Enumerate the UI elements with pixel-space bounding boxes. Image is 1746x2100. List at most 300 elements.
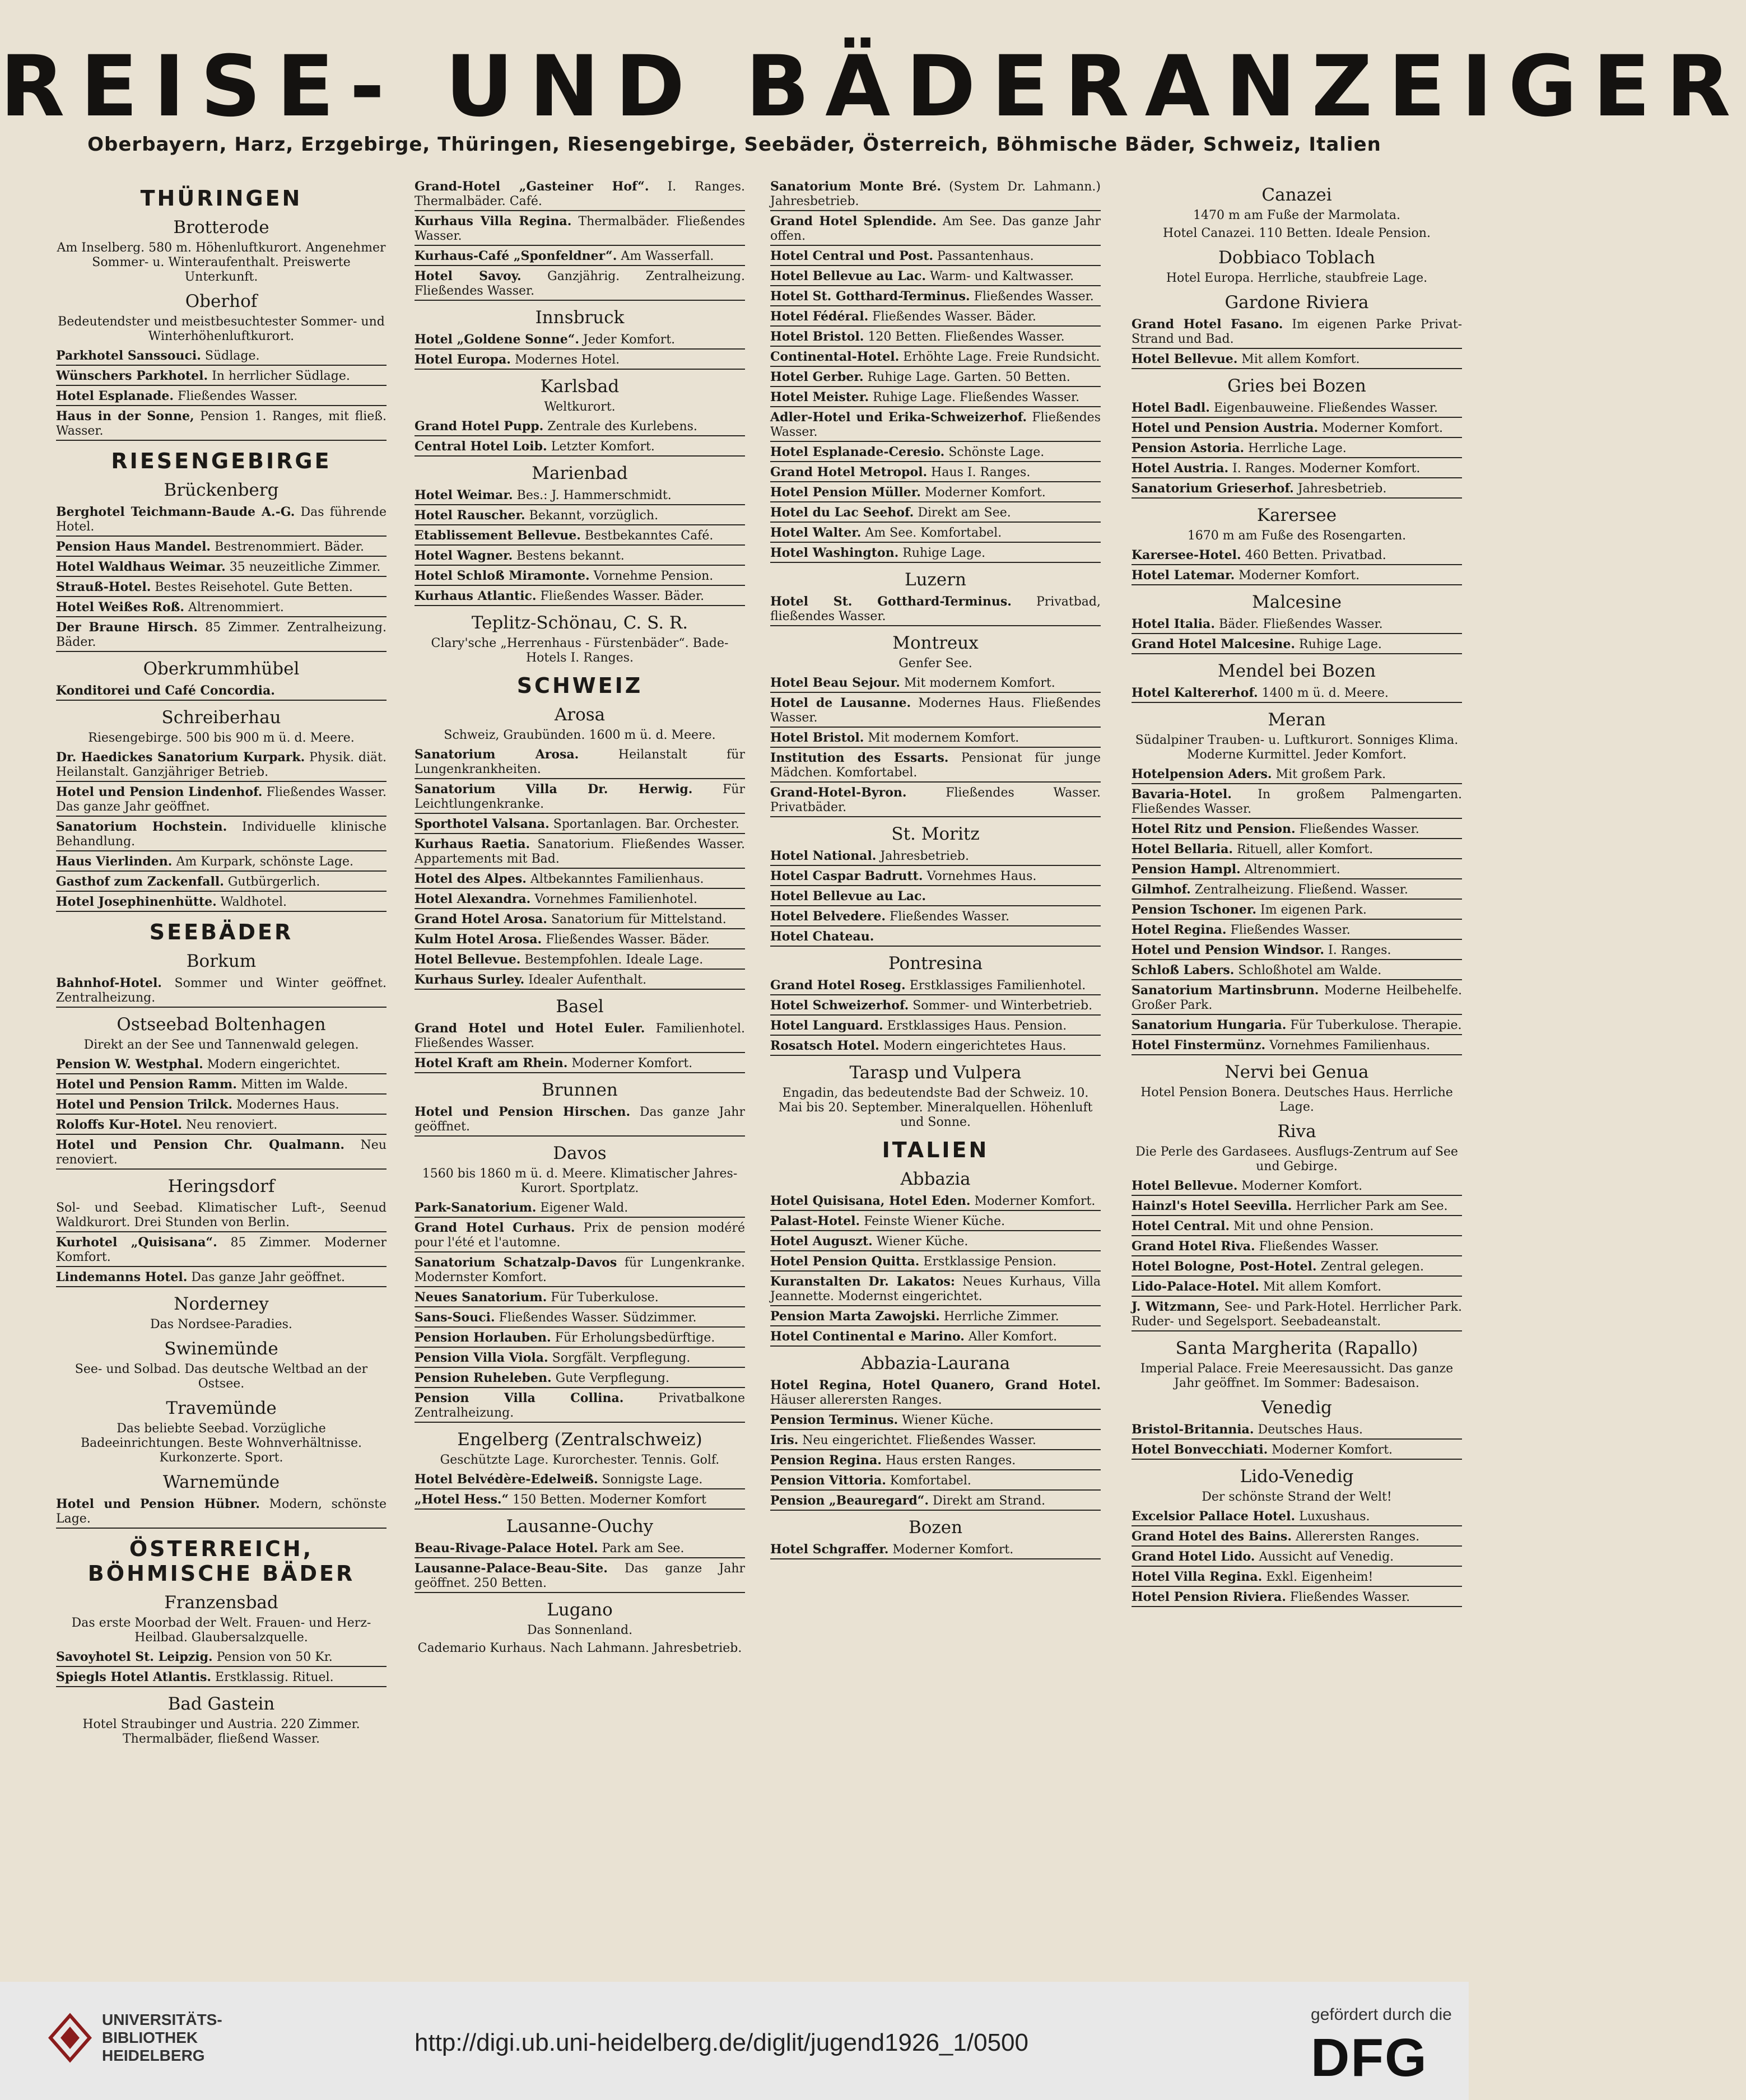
listing-entry [770,784,1101,817]
listing-name: Hotel de Lausanne. [770,696,911,710]
listing-entry [1132,1177,1462,1196]
listing-entry [415,567,745,586]
listing-entry [1132,351,1462,369]
region-heading: RIESENGEBIRGE [111,449,332,473]
listing-description: Sonnigste Lage. [598,1473,703,1487]
listing-entry [415,248,745,266]
listing-description: Mit und ohne Pension. [1230,1219,1374,1233]
listing-entry [415,1471,745,1489]
listing-name: Parkhotel Sanssouci. [56,348,201,363]
listing-entry [770,593,1101,626]
city-description: See- und Solbad. Das deutsche Weltbad an der Ostsee. [75,1362,368,1391]
city-heading: Mendel bei Bozen [1217,661,1376,681]
listing-entry [415,178,745,211]
listing-entry [1132,685,1462,703]
listing-description: Altrenommiert. [1240,863,1340,877]
listing-name: Hotel Bonvecchiati. [1132,1442,1268,1457]
city-heading: Lido-Venedig [1240,1466,1354,1487]
listing-name: Pension Ruheleben. [415,1371,552,1385]
listing-entry [415,1540,745,1558]
listing-name: Kurhaus Atlantic. [415,589,537,603]
listing-name: Sanatorium Martinsbrunn. [1132,983,1319,998]
city-heading: Venedig [1261,1398,1332,1418]
listing-description: Sommer und Winter geöffnet. Zentralheizung. [56,976,387,1005]
listing-description: Im eigenen Parke Privat-Strand und Bad. [1132,318,1463,346]
listing-name: Pension Hampl. [1132,862,1241,877]
listing-description: Erhöhte Lage. Freie Rundsicht. [899,350,1100,364]
listing-description: Moderner Komfort. [567,1056,693,1070]
city-heading: Travemünde [166,1398,277,1418]
funding-note: gefördert durch die [1311,2005,1452,2024]
listing-entry [56,749,387,782]
city-description: Hotel Pension Bonera. Deutsches Haus. Herrliche Lage. [1140,1086,1453,1114]
listing-description: Pension 1. Ranges, mit fließ. Wasser. [56,409,387,438]
city-heading: Tarasp und Vulpera [849,1063,1022,1083]
listing-description: Bestens bekannt. [513,549,625,563]
city-heading: Meran [1268,710,1326,730]
listing-entry [415,507,745,525]
listing-description: Moderner Komfort. [888,1543,1014,1557]
column-2 [415,178,745,1971]
ad-columns [56,178,1463,1971]
listing-description: Sorgfält. Verpflegung. [548,1351,691,1365]
listing-description: Modernes Haus. Fließendes Wasser. [770,696,1101,725]
listing-entry [56,893,387,912]
listing-name: Hotel Bologne, Post-Hotel. [1132,1259,1317,1274]
listing-description: Privatbad, fließendes Wasser. [770,595,1101,623]
listing-description: Am Kurpark, schönste Lage. [172,855,354,869]
listing-description: Ruhige Lage. [1295,637,1382,651]
listing-description: Direkt am Strand. [929,1494,1046,1508]
listing-entry [770,1377,1101,1410]
listing-description: Eigener Wald. [536,1201,628,1215]
city-heading: Bad Gastein [167,1694,275,1714]
city-description: 1470 m am Fuße der Marmolata. [1193,208,1400,222]
listing-entry [415,931,745,949]
listing-entry [1132,636,1462,654]
city-description: Hotel Canazei. 110 Betten. Ideale Pension. [1163,226,1431,240]
listing-entry [56,1200,387,1232]
listing-entry [415,1103,745,1137]
listing-description: Prix de pension modéré pour l'été et l'automne. [415,1221,745,1250]
listing-entry [415,836,745,869]
listing-description: 150 Betten. Moderner Komfort [509,1493,706,1507]
listing-entry [415,331,745,350]
listing-description: Individuelle klinische Behandlung. [56,820,387,849]
listing-description: In großem Palmengarten. Fließendes Wasser. [1132,788,1462,816]
listing-name: Hotel Fédéral. [770,309,869,324]
listing-description: 460 Betten. Privatbad. [1241,548,1386,562]
listing-entry [770,1213,1101,1231]
city-heading: Ostseebad Boltenhagen [117,1014,326,1035]
listing-entry [56,599,387,617]
listing-entry [770,1541,1101,1559]
listing-name: Hotel St. Gotthard-Terminus. [770,594,1012,609]
listing-description: Rituell, aller Komfort. [1233,842,1373,856]
listing-name: Hotel Chateau. [770,929,874,944]
listing-name: Hotel Esplanade-Ceresio. [770,445,945,459]
listing-entry [56,504,387,537]
listing-description: Sommer- und Winterbetrieb. [909,999,1093,1013]
listing-entry [770,348,1101,367]
listing-entry [1132,547,1462,565]
city-heading: Norderney [174,1294,269,1314]
city-description: Hotel Europa. Herrliche, staubfreie Lage. [1166,271,1428,285]
listing-name: Lido-Palace-Hotel. [1132,1279,1259,1294]
listing-name: Central Hotel Loib. [415,439,547,454]
listing-entry [1132,1421,1462,1440]
listing-name: Hotel Schgraffer. [770,1542,889,1557]
city-heading: Swinemünde [164,1339,278,1359]
listing-name: Pension Tschoner. [1132,902,1257,917]
listing-description: Moderner Komfort. [970,1194,1096,1208]
city-heading: Engelberg (Zentralschweiz) [457,1430,702,1450]
listing-description: Modernes Hotel. [510,353,620,367]
listing-name: Hotel „Goldene Sonne“. [415,332,580,347]
listing-name: Institution des Essarts. [770,751,949,765]
listing-description: Schloßhotel am Walde. [1234,963,1382,977]
listing-entry [415,816,745,834]
listing-name: Grand Hotel Fasano. [1132,317,1283,332]
city-description: Bedeutendster und meistbesuchtester Sommer- und Winterhöhenluftkurort. [58,315,385,343]
listing-description: Neues Kurhaus, Villa Jeannette. Modernst eingerichtet. [770,1275,1101,1303]
listing-entry [770,328,1101,347]
listing-entry [415,1219,745,1252]
listing-description: Fließendes Wasser. [1295,822,1419,836]
listing-entry [415,1055,745,1073]
listing-description: Pensionat für junge Mädchen. Komfortabel. [770,751,1101,780]
listing-name: Grand Hotel Lido. [1132,1549,1255,1564]
listing-name: Hotel und Pension Lindenhof. [56,785,263,799]
listing-name: Hotel Finstermünz. [1132,1038,1266,1053]
city-heading: Bozen [908,1517,963,1538]
city-description: Engadin, das bedeutendste Bad der Schweiz. 10. Mai bis 20. September. Mineralquellen. Höhenluft und Sonne. [778,1086,1093,1129]
city-heading: Santa Margherita (Rapallo) [1175,1338,1418,1358]
column-4 [1132,178,1462,1971]
listing-name: Hotel Savoy. [415,269,522,283]
listing-description: Aussicht auf Venedig. [1255,1550,1394,1564]
listing-description: Sanatorium für Mittelstand. [547,912,727,926]
listing-description: Fließendes Wasser. Bäder. [868,310,1036,324]
city-heading: Oberhof [185,291,258,311]
listing-description: Fließendes Wasser. Bäder. [542,933,710,947]
listing-name: Hotel und Pension Hirschen. [415,1105,631,1119]
listing-description: Am Wasserfall. [617,249,714,263]
city-heading: Basel [556,997,604,1017]
listing-description: Mit allem Komfort. [1237,352,1360,366]
listing-entry [1132,1548,1462,1567]
listing-description: Am See. Das ganze Jahr offen. [770,215,1101,243]
listing-entry [415,268,745,301]
listing-name: Beau-Rivage-Palace Hotel. [415,1541,598,1556]
listing-description: Pension von 50 Kr. [212,1650,333,1664]
listing-description: Bestes Reisehotel. Gute Betten. [151,580,353,594]
listing-description: für Lungenkranke. Modernster Komfort. [415,1256,745,1284]
city-heading: Dobbiaco Toblach [1218,248,1375,268]
city-description: Genfer See. [898,656,972,670]
listing-name: Pension Horlauben. [415,1330,551,1345]
listing-entry [56,1116,387,1135]
listing-description: I. Ranges. Thermalbäder. Café. [415,180,745,208]
listing-name: Sanatorium Hungaria. [1132,1018,1287,1032]
listing-name: Hotel Languard. [770,1018,883,1033]
listing-description: Zentral gelegen. [1316,1260,1424,1274]
listing-entry [770,997,1101,1016]
listing-description: Erstklassiges Familienhotel. [905,979,1086,993]
listing-description: 1400 m ü. d. Meere. [1258,686,1389,700]
listing-entry [415,438,745,457]
listing-name: J. Witzmann, [1132,1300,1220,1314]
city-description: Das Sonnenland. [527,1623,633,1637]
city-heading: Luzern [904,570,966,590]
listing-entry [56,1234,387,1267]
listing-description: Häuser allerersten Ranges. [770,1393,942,1407]
listing-name: Roloffs Kur-Hotel. [56,1117,183,1132]
listing-name: Hotel und Pension Chr. Qualmann. [56,1138,345,1152]
listing-description: Thermalbäder. Fließendes Wasser. [415,215,745,243]
listing-name: Hotel und Pension Ramm. [56,1077,237,1092]
listing-description: Privatbalkone Zentralheizung. [415,1391,746,1420]
listing-description: Ganzjährig. Zentralheizung. Fließendes Wasser. [415,269,745,298]
listing-entry [415,1491,745,1510]
region-heading: ITALIEN [882,1138,989,1162]
listing-entry [1132,1238,1462,1256]
listing-description: Das ganze Jahr geöffnet. 250 Betten. [415,1562,745,1590]
listing-description: Moderne Heilbehelfe. Großer Park. [1132,984,1463,1012]
listing-entry [56,558,387,577]
listing-entry [770,674,1101,693]
listing-description: Fließendes Wasser. [174,389,298,403]
listing-description: Sanatorium. Fließendes Wasser. Appartements mit Bad. [415,837,745,866]
listing-entry [415,870,745,889]
listing-entry [770,484,1101,502]
listing-name: Hotel Ritz und Pension. [1132,822,1296,836]
listing-entry [770,444,1101,462]
listing-description: Fließendes Wasser. Südzimmer. [495,1311,697,1325]
listing-description: (System Dr. Lahmann.) Jahresbetrieb. [770,180,1101,208]
listing-description: Wiener Küche. [898,1413,994,1427]
listing-description: Sol- und Seebad. Klimatischer Luft-, Seenud Waldkurort. Drei Stunden von Berlin. [56,1201,387,1230]
listing-name: Continental-Hotel. [770,350,900,364]
listing-entry [770,848,1101,866]
listing-entry [415,1289,745,1307]
listing-entry [415,971,745,990]
city-heading: Franzensbad [164,1593,278,1613]
listing-entry [770,1452,1101,1470]
listing-name: Hotel Bristol. [770,329,864,344]
listing-entry [770,1193,1101,1211]
listing-entry [1132,821,1462,839]
page-subtitle: Oberbayern, Harz, Erzgebirge, Thüringen, Riesengebirge, Seebäder, Österreich, Böhmische Bäder, Schweiz, Italien [87,133,1381,156]
listing-description: Fließendes Wasser. [1255,1240,1379,1254]
listing-entry [770,524,1101,543]
listing-entry [770,749,1101,783]
listing-name: Grand Hotel Metropol. [770,465,928,479]
listing-entry [56,1076,387,1095]
listing-name: Kurhaus-Café „Sponfeldner“. [415,249,617,263]
listing-description: Herrliche Zimmer. [939,1310,1059,1324]
listing-entry [56,1649,387,1667]
listing-description: Zentrale des Kurlebens. [543,420,697,434]
source-url[interactable]: http://digi.ub.uni-heidelberg.de/diglit/jugend1926_1/0500 [415,2029,1028,2056]
city-description: Weltkurort. [544,400,616,414]
listing-entry [1132,921,1462,940]
listing-entry [56,1056,387,1074]
listing-name: Hotel Quisisana, Hotel Eden. [770,1194,971,1208]
listing-entry [56,784,387,817]
listing-name: Hotel Washington. [770,546,899,560]
listing-name: Grand Hotel und Hotel Euler. [415,1021,645,1036]
listing-name: Grand Hotel Roseg. [770,978,906,993]
listing-name: Rosatsch Hotel. [770,1039,879,1053]
listing-description: Für Leichtlungenkranke. [415,783,745,811]
listing-name: Hotel Continental e Marino. [770,1329,965,1344]
city-description: Clary'sche „Herrenhaus - Fürstenbäder“. Bade-Hotels I. Ranges. [431,636,729,665]
listing-name: Hotel Central. [1132,1219,1230,1233]
listing-name: Pension Haus Mandel. [56,539,211,554]
listing-entry [415,1370,745,1388]
listing-name: Gilmhof. [1132,882,1191,897]
listing-description: Fließendes Wasser. [770,411,1101,439]
listing-name: Hotel Badl. [1132,401,1210,415]
listing-entry [415,746,745,779]
listing-entry [1132,1037,1462,1055]
listing-name: Hotel Regina, Hotel Quanero, Grand Hotel. [770,1378,1101,1393]
listing-entry [770,888,1101,906]
listing-entry [770,1273,1101,1306]
listing-description: Ruhige Lage. Fließendes Wasser. [869,390,1080,404]
listing-name: Hotelpension Aders. [1132,767,1272,781]
listing-description: Fließendes Wasser. [1286,1590,1410,1604]
listing-entry [770,544,1101,563]
listing-name: Grand Hotel Malcesine. [1132,637,1296,651]
listing-entry [415,418,745,436]
listing-description: Familienhotel. Fließendes Wasser. [415,1022,745,1050]
listing-name: Kurhotel „Quisisana“. [56,1235,217,1250]
listing-name: Hotel Bristol. [770,730,864,745]
listing-name: Hotel Gerber. [770,370,864,384]
listing-entry [1132,1218,1462,1236]
listing-entry [1132,567,1462,585]
listing-description: 85 Zimmer. Moderner Komfort. [56,1236,387,1264]
city-heading: Davos [553,1143,607,1163]
listing-entry [770,1017,1101,1036]
city-heading: Karersee [1256,505,1337,525]
listing-entry [56,1269,387,1287]
listing-entry [770,1037,1101,1056]
listing-name: Sanatorium Hochstein. [56,819,227,834]
listing-name: Hotel Austria. [1132,461,1229,476]
city-heading: Heringsdorf [167,1176,275,1196]
city-description: Die Perle des Gardasees. Ausflugs-Zentrum auf See und Gebirge. [1135,1145,1458,1174]
listing-entry [770,908,1101,926]
listing-name: Kurhaus Villa Regina. [415,214,572,229]
listing-name: Hotel des Alpes. [415,872,527,886]
listing-description: Direkt am See. [914,506,1011,520]
column-3 [770,178,1101,1971]
listing-name: Hotel Belvédère-Edelweiß. [415,1472,598,1487]
listing-name: Park-Sanatorium. [415,1200,537,1215]
listing-description: Südlage. [201,349,260,363]
listing-entry [770,369,1101,387]
listing-description: Luxushaus. [1295,1510,1370,1524]
listing-entry [1132,881,1462,900]
listing-entry [415,911,745,929]
listing-name: Bristol-Britannia. [1132,1422,1254,1437]
listing-description: Erstklassig. Rituel. [211,1670,334,1684]
listing-entry [1132,616,1462,634]
listing-entry [770,288,1101,306]
city-description: Imperial Palace. Freie Meeresaussicht. Das ganze Jahr geöffnet. Im Sommer: Badesaison. [1140,1362,1454,1390]
listing-entry [770,248,1101,266]
listing-description: Vornehmes Familienhotel. [530,892,697,906]
listing-entry [1132,1278,1462,1297]
listing-description: Jeder Komfort. [579,333,676,347]
city-heading: Borkum [186,951,257,971]
listing-description: Jahresbetrieb. [1293,482,1387,496]
listing-entry [415,781,745,814]
listing-name: Pension Regina. [770,1453,882,1468]
listing-description: In herrlicher Südlage. [208,369,350,383]
listing-name: Wünschers Parkhotel. [56,369,208,383]
listing-entry [56,619,387,652]
listing-entry [1132,1568,1462,1587]
listing-description: Für Tuberkulose. Therapie. [1286,1018,1462,1032]
dfg-logo: DFG [1311,2028,1428,2088]
listing-entry [415,1349,745,1368]
listing-name: Grand Hotel des Bains. [1132,1529,1292,1544]
listing-description: Altrenommiert. [184,600,284,614]
listing-entry [1132,1258,1462,1277]
listing-name: Karersee-Hotel. [1132,548,1241,562]
listing-description: Gute Verpflegung. [551,1371,669,1385]
listing-description: Bestempfohlen. Ideale Lage. [520,953,704,967]
listing-name: Hotel Pension Müller. [770,485,921,500]
listing-name: Grand Hotel Curhaus. [415,1221,575,1235]
listing-name: Hotel Auguszt. [770,1234,873,1249]
city-description: Das beliebte Seebad. Vorzügliche Badeeinrichtungen. Beste Wohnverhältnisse. Kurkonzerte. Sport. [80,1422,362,1465]
listing-description: Vornehmes Familienhaus. [1265,1039,1431,1053]
listing-description: Fließendes Wasser. Bäder. [536,589,705,603]
listing-name: Hotel Rauscher. [415,508,525,523]
listing-name: Grand Hotel Splendide. [770,214,937,229]
city-description: 1670 m am Fuße des Rosengarten. [1187,529,1407,543]
listing-entry [415,1390,745,1423]
listing-name: Haus Vierlinden. [56,854,173,869]
listing-name: Konditorei und Café Concordia. [56,683,275,698]
listing-description: Ruhige Lage. Garten. 50 Betten. [863,370,1070,384]
listing-name: Hotel Waldhaus Weimar. [56,560,226,574]
listing-name: Kurhaus Surley. [415,972,525,987]
listing-description: Altbekanntes Familienhaus. [526,872,704,886]
listing-description: Feinste Wiener Küche. [860,1214,1005,1228]
listing-name: Hainzl's Hotel Seevilla. [1132,1199,1292,1213]
city-heading: Gardone Riviera [1224,292,1369,313]
listing-description: Moderner Komfort. [920,486,1046,500]
listing-name: Hotel Schloß Miramonte. [415,569,590,583]
listing-entry [1132,766,1462,784]
listing-name: Grand-Hotel „Gasteiner Hof“. [415,179,649,194]
listing-name: Grand Hotel Pupp. [415,419,544,434]
listing-name: Hotel du Lac Seehof. [770,505,914,520]
listing-description: Moderner Komfort. [1235,569,1360,583]
listing-entry [1132,460,1462,478]
listing-entry [56,408,387,441]
city-heading: Teplitz-Schönau, C. S. R. [471,613,688,633]
listing-entry [56,873,387,892]
listing-name: Hotel Weißes Roß. [56,600,184,614]
listing-entry [56,1669,387,1687]
